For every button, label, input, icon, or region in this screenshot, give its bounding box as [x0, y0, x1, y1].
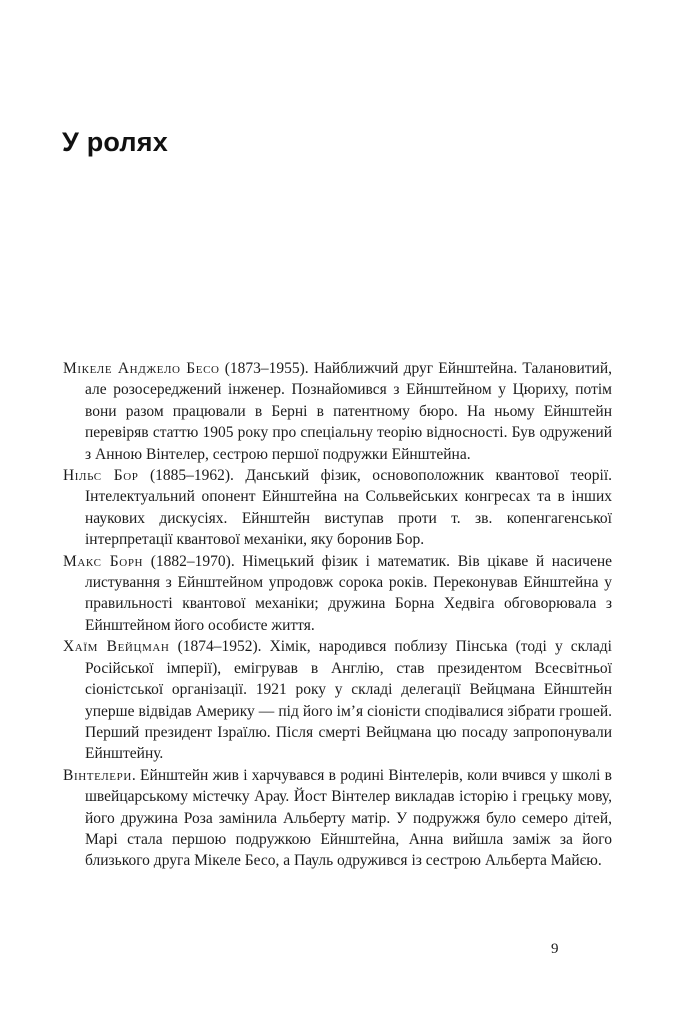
- cast-entry-winteler: [63, 765, 612, 872]
- entry-text: (1882–1970). Німецький фізик і математик. Вів цікаве й насичене листування з Ейнштейном упродовж сорока років. Переконував Ейнштейна у правильності квантової механіки; дружина Борна Хедвіга обговорювала з Ейнштейном його особисте життя.: [85, 552, 612, 634]
- cast-entry-bohr: [63, 465, 612, 551]
- entry-text: (1873–1955). Найближчий друг Ейнштейна. Талановитий, але розосереджений інженер. Познайомився з Ейнштейном у Цюриху, потім вони разом працювали в Берні в патентному бюро. На ньому Ейнштейн перевіряв статтю 1905 року про спеціальну теорію відносності. Був одружений з Анною Вінтелер, сестрою першої подружки Ейнштейна.: [85, 360, 612, 463]
- entry-text: . Ейнштейн жив і харчувався в родині Вінтелерів, коли вчився у школі в швейцарському містечку Арау. Йост Вінтелер викладав історію і грецьку мову, його дружина Роза замінила Альберту матір. У подружжя було семеро дітей, Марі стала першою подружкою Ейнштейна, Анна вийшла заміж за його близького друга Мікеле Бесо, а Пауль одружився із сестрою Альберта Майєю.: [85, 766, 612, 870]
- entry-text: (1874–1952). Хімік, народився поблизу Пінська (тоді у складі Російської імперії), емігрував в Англію, став президентом Всесвітньої сіоністської організації. 1921 року у складі делегації Вейцмана Ейнштейн уперше відвідав Америку — під його ім’я сіоністи сподівалися зібрати грошей. Перший президент Ізраїлю. Після смерті Вейцмана цю посаду запропонували Ейнштейну.: [85, 638, 612, 763]
- cast-entry-weizmann: [63, 636, 612, 764]
- page-number: 9: [551, 941, 559, 957]
- cast-entry-born: [63, 551, 612, 637]
- person-name: Хаїм Вейцман: [63, 638, 170, 656]
- entry-text: (1885–1962). Данський фізик, основоположник квантової теорії. Інтелектуальний опонент Ейнштейна на Сольвейських конгресах та в інших наукових дискусіях. Ейнштейн виступав проти т. зв. копенгагенської інтерпретації квантової механіки, яку боронив Бор.: [85, 467, 612, 549]
- chapter-heading: У ролях: [62, 127, 168, 157]
- person-name: Вінтелери: [63, 766, 132, 784]
- person-name: Мікеле Анджело Бесо: [63, 360, 220, 377]
- person-name: Макс Борн: [63, 552, 144, 570]
- cast-entry-beso: [63, 358, 612, 465]
- person-name: Нільс Бор: [63, 467, 139, 485]
- cast-list: [63, 358, 612, 872]
